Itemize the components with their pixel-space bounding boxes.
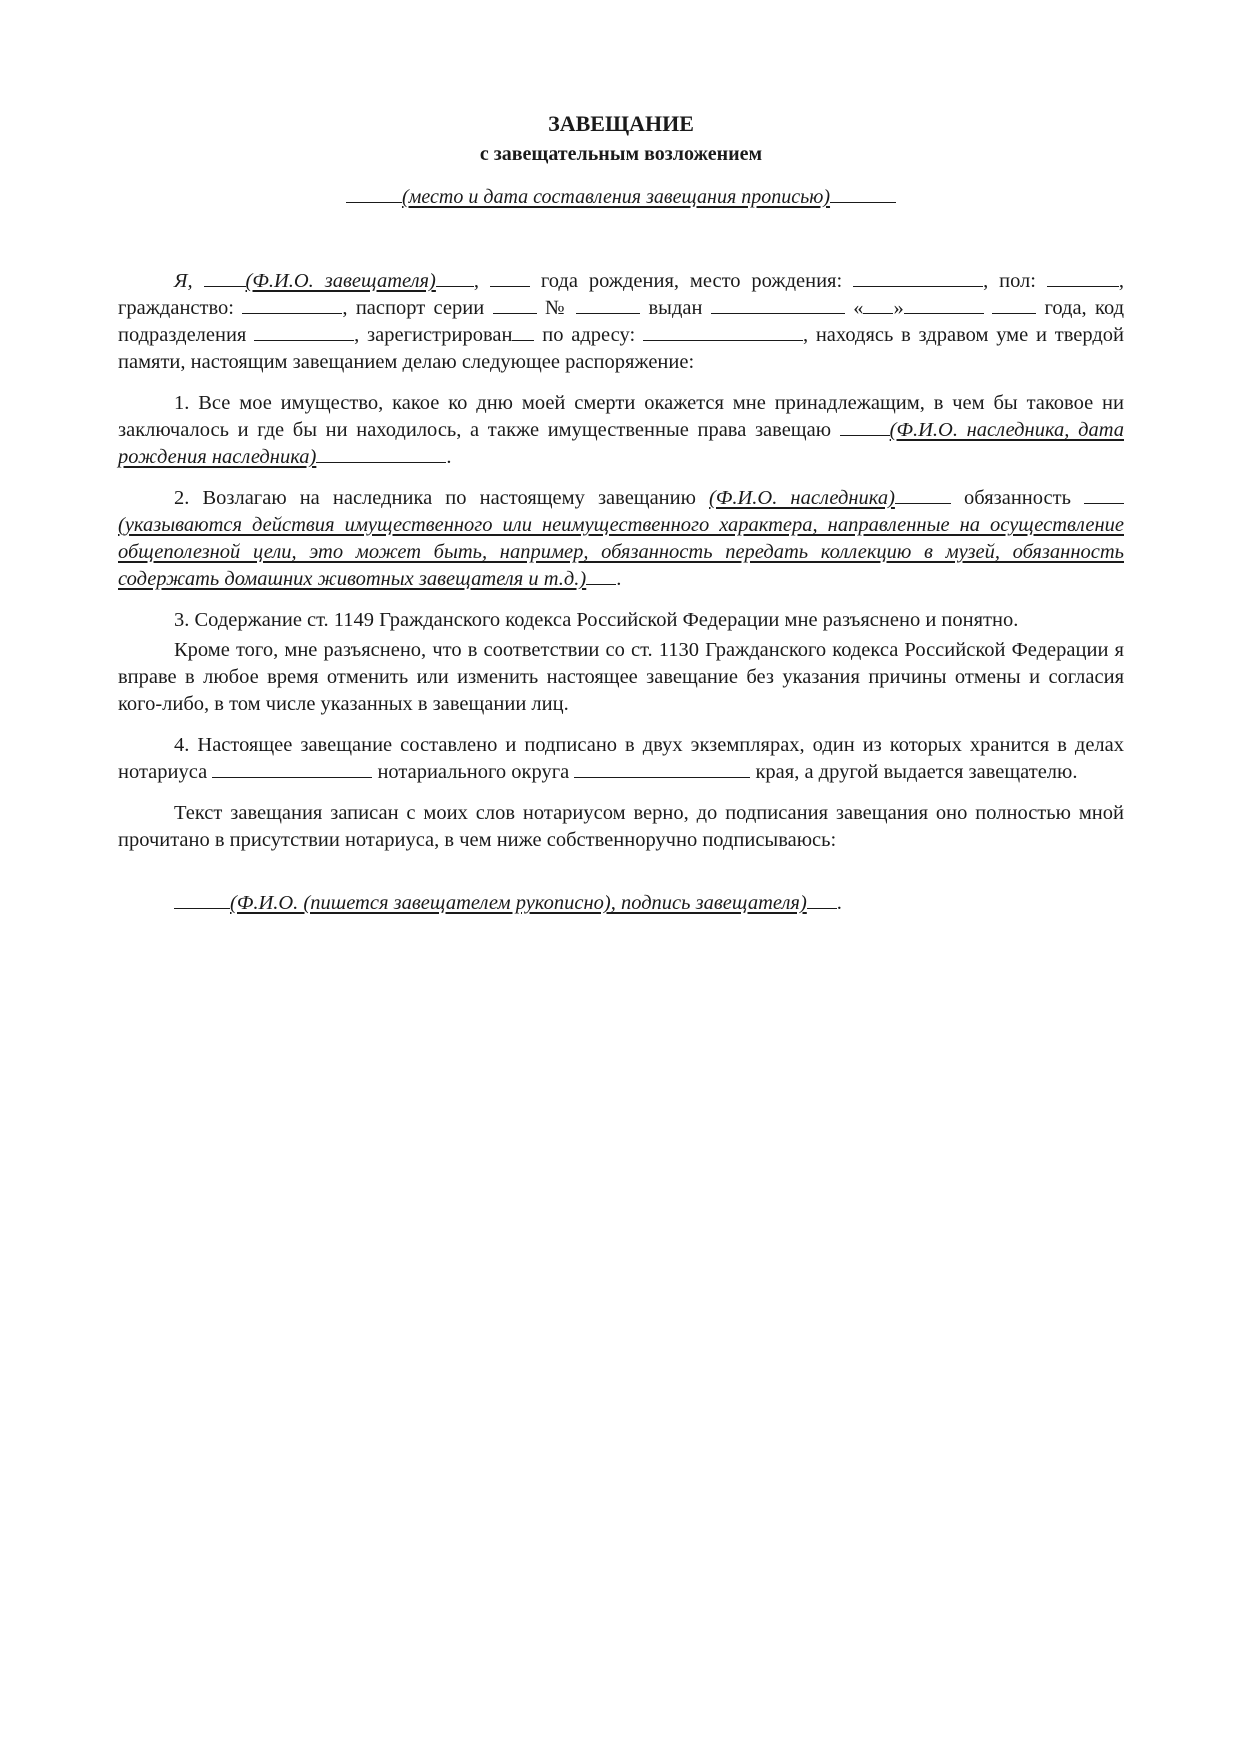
intro-paragraph: Я, (Ф.И.О. завещателя) , года рождения, место рождения: , пол: , гражданство: , паспорт серии № выдан « » года, код подразделения , зарегистрирован по адресу: , находясь в здравом уме и твердой памяти, настоящим завещанием делаю следующее распоряжение: (118, 270, 1125, 373)
document-title: ЗАВЕЩАНИЕ (548, 111, 694, 136)
sex-field[interactable] (1047, 268, 1119, 287)
notary-district-field[interactable] (574, 759, 750, 778)
birthplace-field[interactable] (853, 268, 983, 287)
will-document (118, 110, 1124, 917)
division-code-field[interactable] (254, 322, 354, 341)
issue-year-field[interactable] (992, 295, 1036, 314)
passport-number-field[interactable] (576, 295, 640, 314)
document-subtitle: с завещательным возложением (479, 143, 763, 165)
place-date-field[interactable] (118, 184, 1124, 210)
signature-line: (Ф.И.О. (пишется завещателем рукописно), подпись завещателя) . (118, 890, 1124, 917)
issue-day-field[interactable] (863, 295, 893, 314)
heir-name-field-2[interactable]: (Ф.И.О. наследника) (709, 487, 895, 509)
signature-field[interactable]: (Ф.И.О. (пишется завещателем рукописно), подпись завещателя) (230, 892, 807, 914)
clause-2: 2. Возлагаю на наследника по настоящему завещанию (Ф.И.О. наследника) обязанность (указываются действия имущественного или неимущественного характера, направленные на осуществление общеполезной цели, это может быть, например, обязанность передать коллекцию в музей, обязанность содержать домашних животных завещателя и т.д.) . (118, 487, 1124, 590)
passport-series-field[interactable] (493, 295, 537, 314)
testator-name-field[interactable]: (Ф.И.О. завещателя) (245, 270, 436, 292)
notary-name-field[interactable] (212, 759, 372, 778)
clause-3-continued: Кроме того, мне разъяснено, что в соответствии со ст. 1130 Гражданского кодекса Российской Федерации я вправе в любое время отменить или изменить настоящее завещание без указания причины отмены и согласия кого-либо, в том числе указанных в завещании лиц. (118, 639, 1124, 715)
clause-4: 4. Настоящее завещание составлено и подписано в двух экземплярах, один из которых хранится в делах нотариуса нотариального округа края, а другой выдается завещателю. (118, 734, 1124, 783)
birth-year-field[interactable] (490, 268, 530, 287)
clause-1: 1. Все мое имущество, какое ко дню моей смерти окажется мне принадлежащим, в чем бы таковое ни заключалось и где бы ни находилось, а также имущественные права завещаю (Ф.И.О. наследника, дата рождения наследника) . (118, 392, 1124, 468)
place-date-hint: (место и дата составления завещания прописью) (401, 186, 831, 208)
heir-name-field[interactable]: (Ф.И.О. наследника, дата рождения наследника) (118, 419, 1124, 468)
issue-month-field[interactable] (904, 295, 984, 314)
citizenship-field[interactable] (242, 295, 342, 314)
closing-paragraph: Текст завещания записан с моих слов нотариусом верно, до подписания завещания оно полностью мной прочитано в присутствии нотариуса, в чем ниже собственноручно подписываюсь: (118, 802, 1124, 851)
issued-by-field[interactable] (711, 295, 845, 314)
duty-description-field[interactable]: (указываются действия имущественного или неимущественного характера, направленные на осуществление общеполезной цели, это может быть, например, обязанность передать коллекцию в музей, обязанность содержать домашних животных завещателя и т.д.) (118, 514, 1124, 590)
address-field[interactable] (643, 322, 803, 341)
clause-3: 3. Содержание ст. 1149 Гражданского кодекса Российской Федерации мне разъяснено и понятно. (174, 609, 1019, 631)
